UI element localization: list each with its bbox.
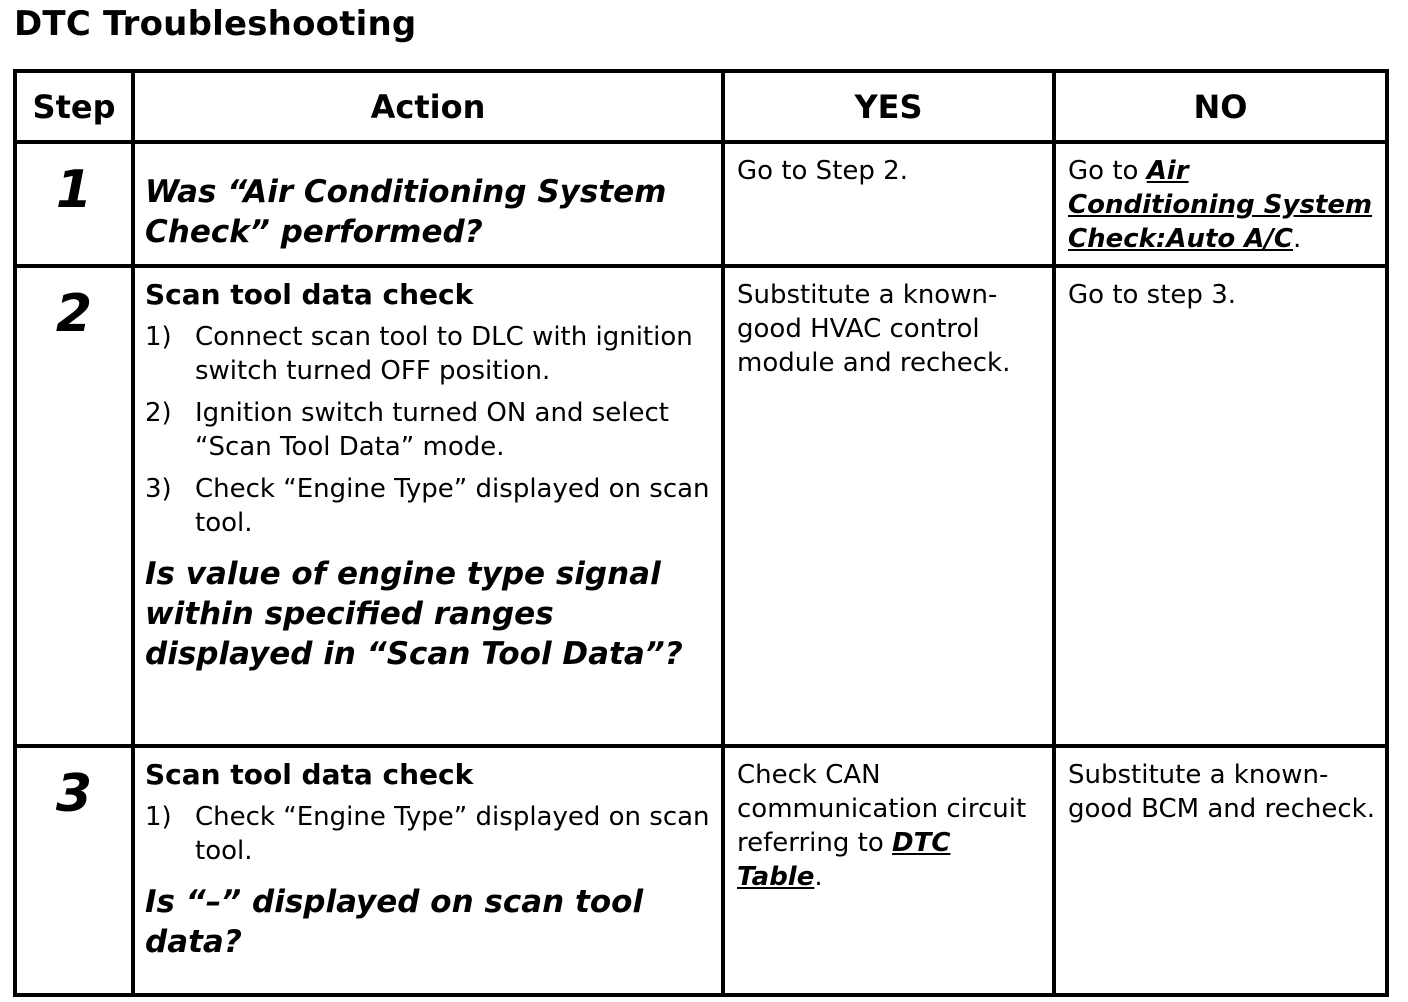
step-number: 2 <box>15 266 133 746</box>
yes-cell <box>723 746 1054 995</box>
no-cell: Substitute a known-good BCM and recheck. <box>1054 746 1387 995</box>
yes-text: Check CAN communication circuit referring to <box>737 760 1027 858</box>
header-step: Step <box>15 71 133 142</box>
table-row <box>15 142 1387 266</box>
list-item <box>145 396 711 464</box>
table-row <box>15 266 1387 746</box>
procedure-list <box>145 320 711 540</box>
question-text: Was “Air Conditioning System Check” performed? <box>145 174 667 250</box>
step-number: 1 <box>15 142 133 266</box>
yes-suffix: . <box>814 862 823 892</box>
page-title: DTC Troubleshooting <box>14 4 417 44</box>
no-text: Go to <box>1068 156 1147 186</box>
header-yes: YES <box>723 71 1054 142</box>
item-number: 3) <box>145 474 172 504</box>
question-text: Is value of engine type signal within specified ranges displayed in “Scan Tool Data”? <box>145 556 683 672</box>
item-text: Ignition switch turned ON and select “Scan Tool Data” mode. <box>195 398 669 462</box>
item-number: 2) <box>145 398 172 428</box>
action-cell <box>133 142 723 266</box>
yes-cell: Go to Step 2. <box>723 142 1054 266</box>
yes-cell: Substitute a known-good HVAC control module and recheck. <box>723 266 1054 746</box>
item-text: Connect scan tool to DLC with ignition switch turned OFF position. <box>195 322 693 386</box>
no-cell <box>1054 142 1387 266</box>
action-cell <box>133 746 723 995</box>
item-text: Check “Engine Type” displayed on scan tool. <box>195 802 710 866</box>
procedure-list <box>145 800 711 868</box>
action-subtitle: Scan tool data check <box>145 758 474 791</box>
header-no: NO <box>1054 71 1387 142</box>
list-item <box>145 320 711 388</box>
item-number: 1) <box>145 802 172 832</box>
list-item <box>145 800 711 868</box>
table-header-row <box>15 71 1387 142</box>
item-text: Check “Engine Type” displayed on scan tool. <box>195 474 710 538</box>
item-number: 1) <box>145 322 172 352</box>
no-cell: Go to step 3. <box>1054 266 1387 746</box>
step-number: 3 <box>15 746 133 995</box>
header-action: Action <box>133 71 723 142</box>
action-cell <box>133 266 723 746</box>
air-conditioning-system-check-link[interactable]: Air Conditioning System Check:Auto A/C <box>1068 156 1373 254</box>
dtc-table <box>13 69 1389 997</box>
table-row <box>15 746 1387 995</box>
action-subtitle: Scan tool data check <box>145 278 474 311</box>
question-text: Is “–” displayed on scan tool data? <box>145 884 644 960</box>
dtc-table-link[interactable]: DTC Table <box>737 828 951 892</box>
no-suffix: . <box>1293 224 1302 254</box>
list-item <box>145 472 711 540</box>
